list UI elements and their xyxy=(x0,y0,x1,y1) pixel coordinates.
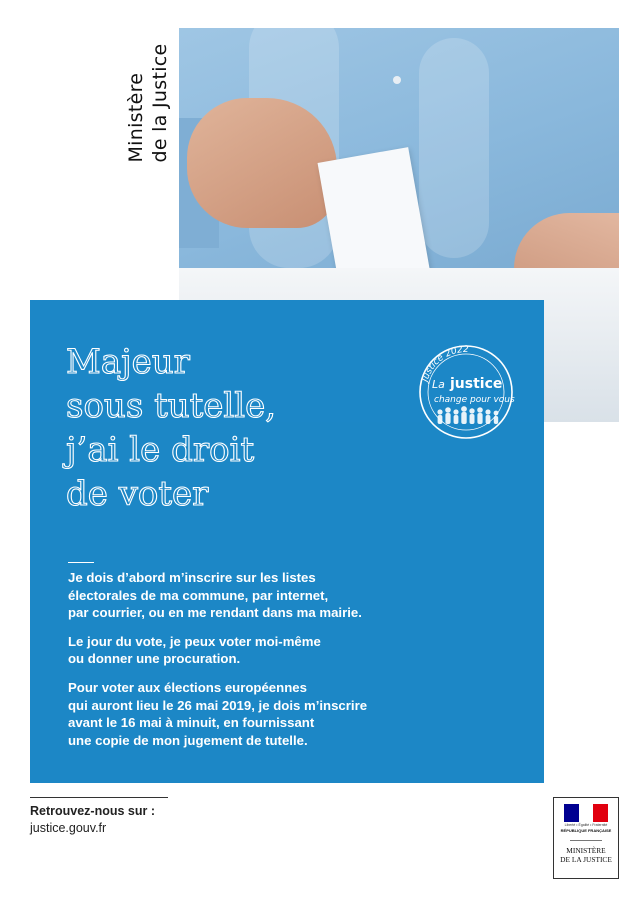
logo-line-2: DE LA JUSTICE xyxy=(560,855,612,864)
headline-line: j’ai le droit xyxy=(66,430,255,470)
headline-line: de voter xyxy=(66,474,209,514)
footer-website-link[interactable]: justice.gouv.fr xyxy=(30,821,107,835)
ministry-line-2: de la Justice xyxy=(149,43,171,163)
text-line: ou donner une procuration. xyxy=(68,651,241,667)
left-hand xyxy=(187,98,337,228)
ministry-vertical-title xyxy=(118,28,178,178)
text-line: Je dois d’abord m’inscrire sur les listes xyxy=(68,570,316,585)
text-line: avant le 16 mai à minuit, en fournissant xyxy=(68,715,315,731)
headline xyxy=(66,340,396,516)
text-line: une copie de mon jugement de tutelle. xyxy=(68,732,308,748)
logo-motto: Liberté • Égalité • Fraternité xyxy=(564,823,608,827)
text-line: électorales de ma commune, par internet, xyxy=(68,587,329,603)
logo-line-1: MINISTÈRE xyxy=(566,846,606,855)
text-line: qui auront lieu le 26 mai 2019, je dois m’inscrire xyxy=(68,697,368,713)
headline-line: sous tutelle, xyxy=(66,386,277,426)
text-line: Le jour du vote, je peux voter moi-même xyxy=(68,633,321,649)
badge-brand-big: justice xyxy=(450,376,503,392)
people-silhouettes-icon xyxy=(437,406,498,424)
shirt-button xyxy=(393,76,401,84)
shirt-fold xyxy=(419,38,489,258)
body-text xyxy=(68,569,418,760)
text-divider xyxy=(68,562,94,563)
paragraph xyxy=(68,633,418,668)
flag-blue-band xyxy=(564,804,579,822)
text-line: Pour voter aux élections européennes xyxy=(68,679,307,695)
logo-rule xyxy=(570,840,602,841)
flag-white-band xyxy=(579,804,594,822)
justice-2022-badge xyxy=(412,340,520,440)
footer-rule xyxy=(30,797,168,798)
ministry-line-1: Ministère xyxy=(125,72,147,163)
text-line: par courrier, ou en me rendant dans ma mairie. xyxy=(68,605,362,621)
headline-line: Majeur xyxy=(66,342,190,382)
footer-label: Retrouvez-nous sur : xyxy=(30,804,156,818)
badge-tagline: change pour vous xyxy=(434,395,515,405)
badge-brand-small: La xyxy=(432,378,445,391)
badge-ring-text: Justice 2022 xyxy=(420,344,469,383)
flag-red-band xyxy=(593,804,608,822)
ministry-logo xyxy=(553,797,619,879)
logo-republic: RÉPUBLIQUE FRANÇAISE xyxy=(560,828,612,833)
french-flag-icon xyxy=(564,804,608,822)
logo-ministry-name xyxy=(556,846,616,864)
paragraph xyxy=(68,569,418,622)
paragraph xyxy=(68,679,418,749)
